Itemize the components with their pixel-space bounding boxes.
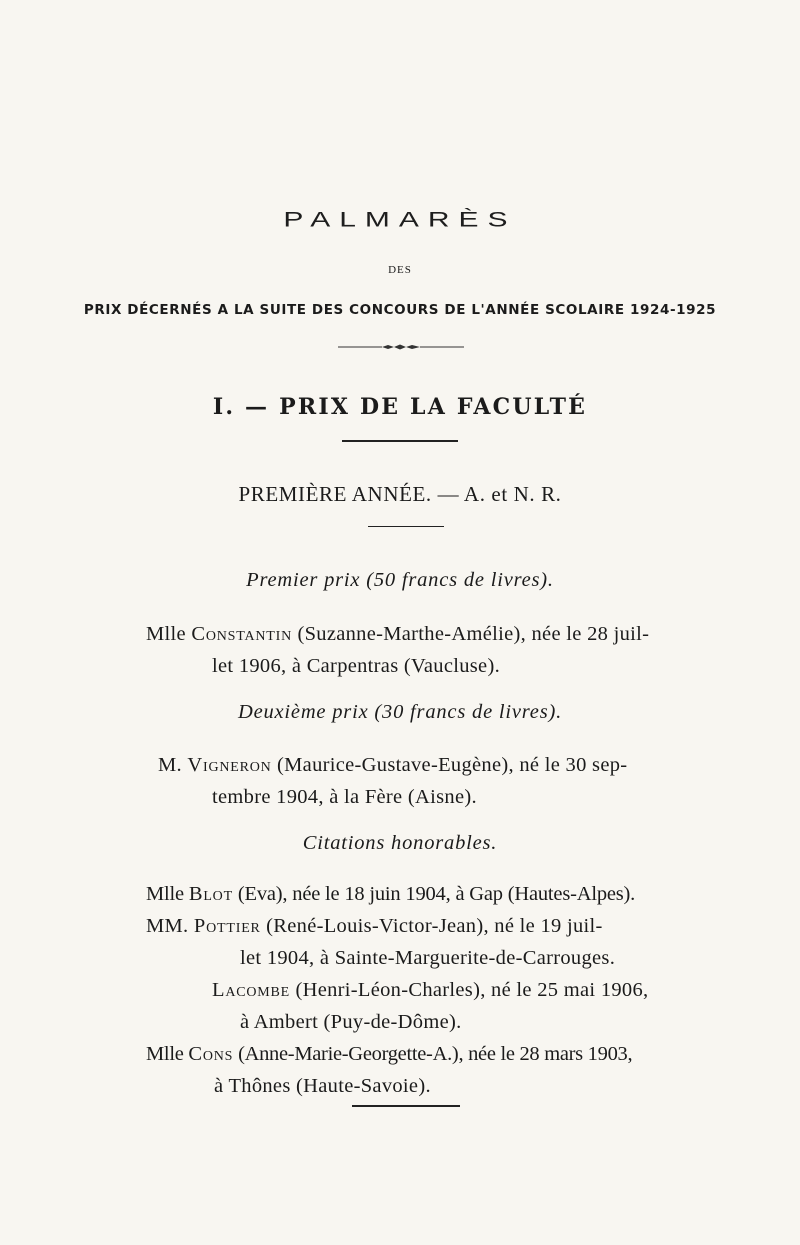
section-heading: I. — PRIX DE LA FACULTÉ (212, 394, 588, 420)
closing-rule (352, 1105, 460, 1107)
prize-heading-deuxieme: Deuxième prix (30 francs de livres). (237, 701, 563, 723)
entry-continuation: let 1906, à Carpentras (Vaucluse). (212, 655, 500, 677)
laureate-entry (146, 618, 649, 650)
entry-details: (Eva), née le 18 juin 1904, à Gap (Hautes-Alpes). (237, 883, 636, 905)
prize-heading-citations: Citations honorables. (302, 832, 498, 854)
laureate-name: Blot (188, 883, 233, 905)
entry-continuation: à Ambert (Puy-de-Dôme). (240, 1011, 462, 1033)
year-heading: PREMIÈRE ANNÉE. — A. et N. R. (238, 482, 562, 506)
laureate-name: Constantin (191, 623, 293, 645)
laureate-entry (212, 974, 648, 1006)
entry-continuation: tembre 1904, à la Fère (Aisne). (212, 786, 477, 808)
laureate-name: Vigneron (187, 754, 272, 776)
divider-rule (368, 526, 444, 527)
ornament-divider (338, 342, 464, 352)
title-connector: DES (388, 264, 412, 276)
entry-title: Mlle (146, 1043, 184, 1065)
entry-details: (Maurice-Gustave-Eugène), né le 30 sep- (277, 754, 628, 776)
laureate-entry (146, 878, 635, 910)
entry-details: (Henri-Léon-Charles), né le 25 mai 1906, (295, 979, 649, 1001)
divider-rule (342, 440, 458, 442)
entry-continuation: let 1904, à Sainte-Marguerite-de-Carrouges. (240, 947, 616, 969)
laureate-name: Pottier (193, 915, 261, 937)
page-title: PALMARÈS (283, 208, 517, 232)
entry-details: (Anne-Marie-Georgette-A.), née le 28 mars 1903, (238, 1043, 633, 1065)
entry-details: (Suzanne-Marthe-Amélie), née le 28 juil- (297, 623, 650, 645)
entry-continuation: à Thônes (Haute-Savoie). (214, 1075, 431, 1097)
prize-heading-premier: Premier prix (50 francs de livres). (246, 569, 554, 591)
entry-title: Mlle (146, 883, 184, 905)
page-subtitle: PRIX DÉCERNÉS A LA SUITE DES CONCOURS DE L'ANNÉE SCOLAIRE 1924-1925 (83, 302, 717, 318)
laureate-entry (146, 1038, 632, 1070)
laureate-name: Lacombe (212, 979, 291, 1001)
laureate-name: Cons (188, 1043, 234, 1065)
laureate-entry (158, 749, 627, 781)
entry-details: (René-Louis-Victor-Jean), né le 19 juil- (266, 915, 603, 937)
entry-title: MM. (146, 915, 189, 937)
entry-title: M. (158, 754, 182, 776)
laureate-entry (146, 910, 603, 942)
entry-title: Mlle (146, 623, 186, 645)
